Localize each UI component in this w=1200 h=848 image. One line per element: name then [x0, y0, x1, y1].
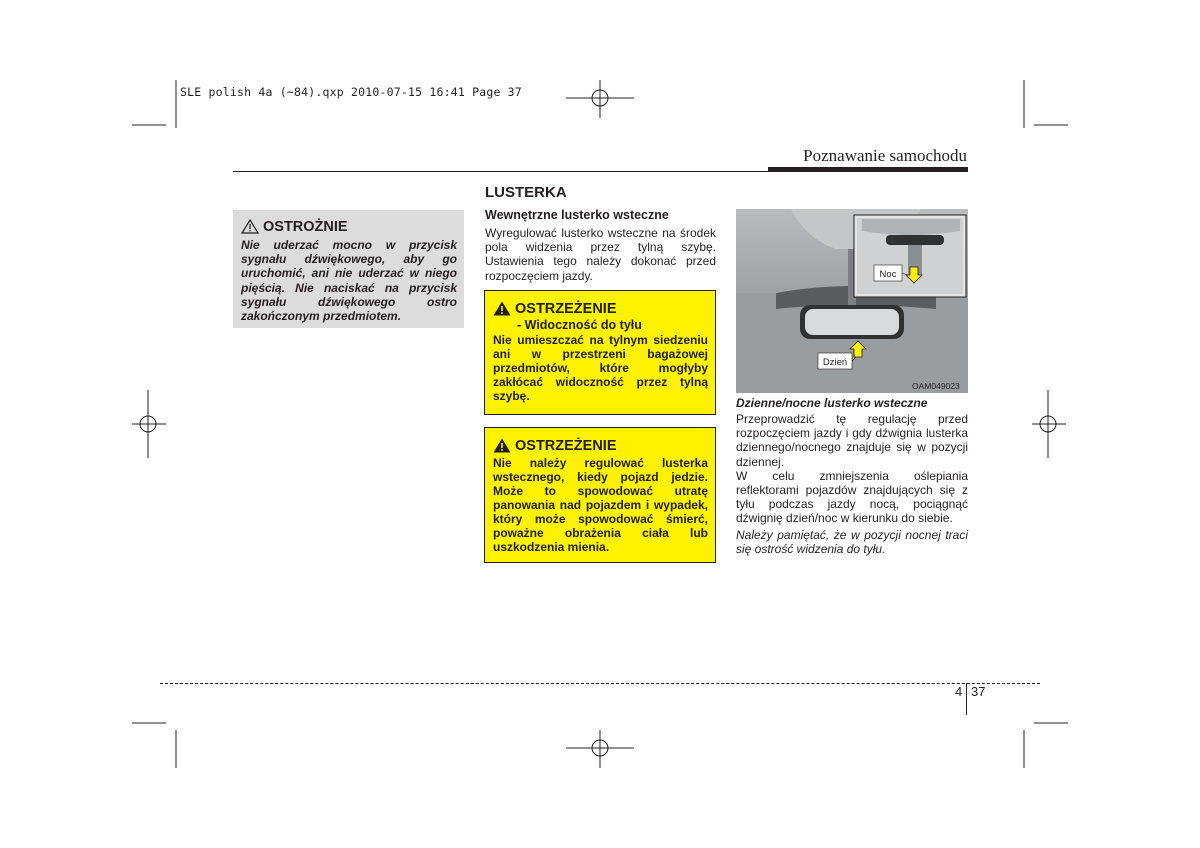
- warning-triangle-icon: [493, 438, 511, 453]
- figure-caption: Dzienne/nocne lusterko wsteczne: [736, 396, 928, 410]
- label-night: Noc: [879, 269, 897, 280]
- note-text: Należy pamiętać, że w pozycji nocnej traci się ostrość widzenia do tyłu.: [736, 528, 968, 557]
- warning-subtitle: - Widoczność do tyłu: [517, 318, 642, 332]
- rearview-mirror-illustration: [736, 209, 968, 393]
- warning-box-visibility: [484, 290, 716, 415]
- warning-header: [493, 299, 708, 318]
- intro-paragraph: Wyregulować lusterko wsteczne na środek pola widzenia przez tylną szybę. Ustawienia tego należy dokonać przed rozpoczęciem jazdy.: [485, 226, 716, 283]
- warning-text: Nie należy regulować lusterka wstecznego, kiedy pojazd jedzie. Może to spowodować utratę panowania nad pojazdem i wypadek, który może spowodować śmierć, poważne obrażenia ciała lub uszkodzenia mienia.: [493, 456, 708, 554]
- section-title: Poznawanie samochodu: [803, 146, 967, 165]
- label-day: Dzień: [822, 357, 848, 368]
- caution-header: [241, 217, 457, 236]
- caution-title: OSTROŻNIE: [263, 218, 348, 235]
- paragraph: W celu zmniejszenia oślepiania reflektorami pojazdów znajdujących się z tyłu podczas jazdy nocą, pociągnąć dźwignię dzień/noc w kierunku do siebie.: [736, 468, 968, 526]
- page-number: 37: [971, 684, 986, 699]
- main-heading: LUSTERKA: [485, 184, 567, 201]
- warning-title: OSTRZEŻENIE: [515, 437, 617, 454]
- caution-triangle-icon: [241, 219, 259, 234]
- footer-rule: [160, 683, 1040, 684]
- chapter-number: 4: [955, 684, 963, 699]
- warning-text: Nie umieszczać na tylnym siedzeniu ani w przestrzeni bagażowej przedmiotów, które mogłyby zakłócać widoczność przez tylną szybę.: [493, 333, 708, 403]
- sub-heading: Wewnętrzne lusterko wsteczne: [485, 208, 669, 222]
- warning-header: [493, 436, 708, 455]
- warning-title: OSTRZEŻENIE: [515, 300, 617, 317]
- warning-triangle-icon: [493, 301, 511, 316]
- paragraph: Przeprowadzić tę regulację przed rozpoczęciem jazdy i gdy dźwignia lusterka dziennego/nocnego znajduje się w pozycji dziennej.: [736, 412, 968, 469]
- caution-box: [233, 210, 464, 328]
- page-divider: [966, 683, 967, 715]
- caution-text: Nie uderzać mocno w przycisk sygnału dźwiękowego, aby go uruchomić, ani nie uderzać w niego pięścią. Nie naciskać na przycisk sygnału dźwiękowego ostro zakończonym przedmiotem.: [241, 238, 457, 324]
- body-text: [736, 412, 968, 526]
- warning-box-driving: [484, 427, 716, 563]
- figure-code: OAM049023: [912, 381, 960, 391]
- header-bar: [768, 167, 968, 172]
- print-slug: SLE polish 4a (~84).qxp 2010-07-15 16:41 Page 37: [180, 85, 522, 99]
